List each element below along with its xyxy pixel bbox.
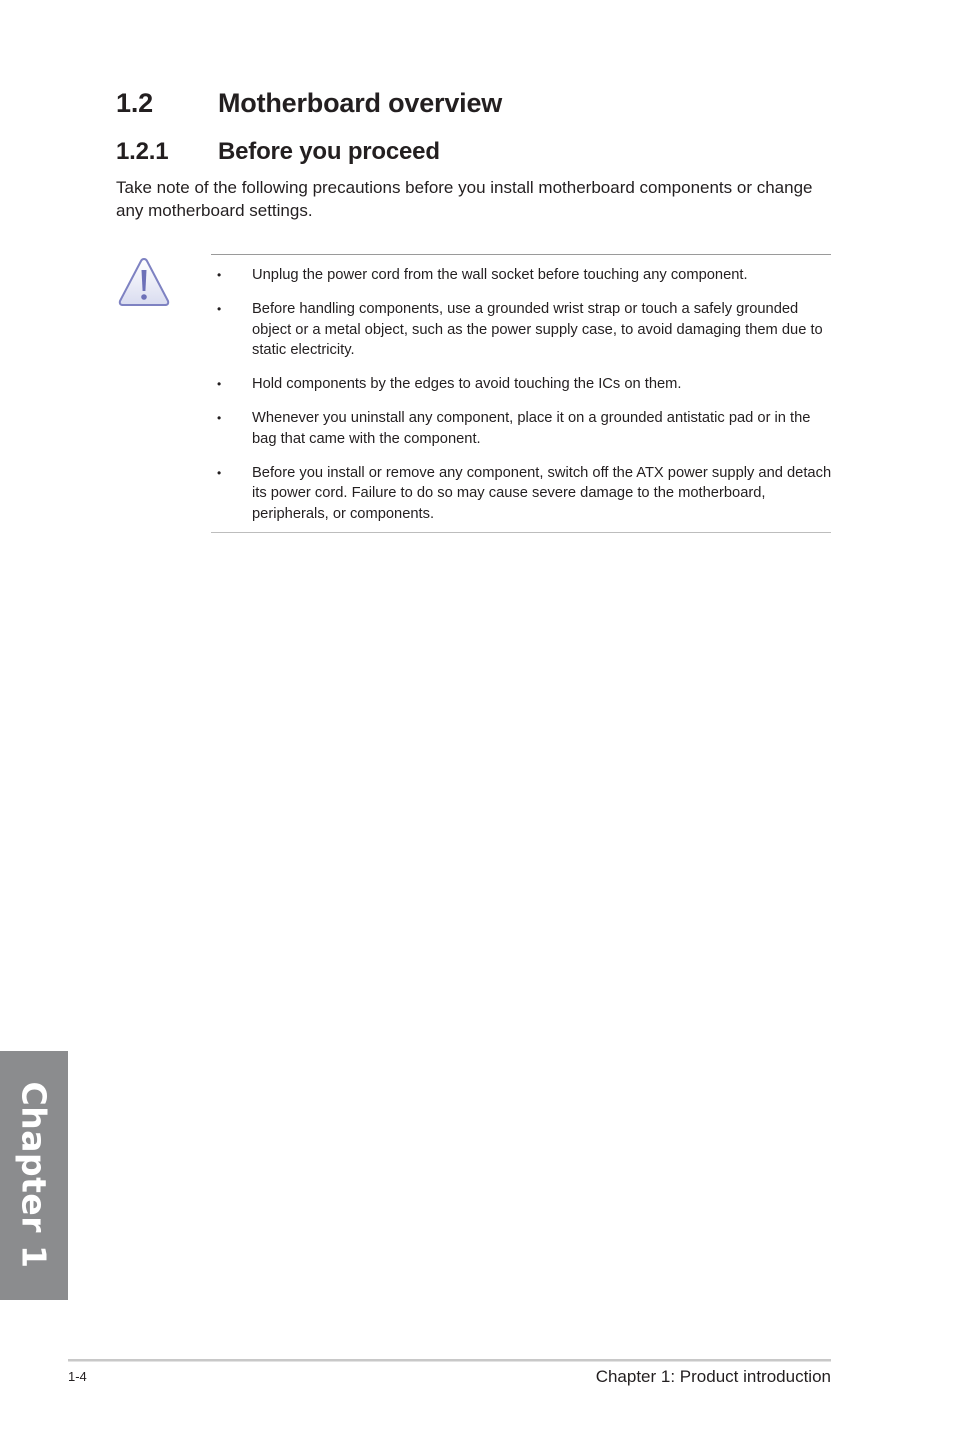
chapter-side-tab	[0, 1051, 68, 1300]
list-item	[211, 265, 833, 286]
list-item	[211, 408, 833, 449]
bullet-icon: •	[217, 377, 222, 391]
page-number: 1-4	[68, 1369, 87, 1384]
intro-paragraph: Take note of the following precautions before you install motherboard components or change any motherboard settings.	[116, 178, 813, 220]
section-heading	[116, 88, 502, 119]
chapter-tab-label: Chapter 1	[14, 1081, 54, 1269]
list-item	[211, 374, 833, 395]
list-item	[211, 463, 833, 525]
footer-chapter-title: Chapter 1: Product introduction	[595, 1367, 831, 1386]
caution-list	[211, 265, 833, 538]
bullet-icon: •	[217, 411, 222, 425]
caution-text: Unplug the power cord from the wall socket before touching any component.	[252, 267, 748, 283]
list-item	[211, 299, 833, 361]
caution-text: Hold components by the edges to avoid touching the ICs on them.	[252, 376, 682, 392]
section-number: 1.2	[116, 88, 153, 118]
bullet-icon: •	[217, 465, 222, 480]
caution-text: Before you install or remove any component, switch off the ATX power supply and detach its power cord. Failure to do so may cause severe damage to the motherboard, peripherals, or components.	[252, 464, 832, 522]
caution-text: Whenever you uninstall any component, place it on a grounded antistatic pad or in the bag that came with the component.	[252, 410, 811, 447]
footer-divider	[68, 1359, 831, 1362]
section-title: Motherboard overview	[218, 88, 503, 118]
caution-box	[211, 254, 831, 533]
bullet-icon: •	[217, 268, 222, 282]
bullet-icon: •	[217, 302, 222, 316]
warning-triangle-icon	[117, 256, 171, 308]
caution-text: Before handling components, use a grounded wrist strap or touch a safely grounded object or a metal object, such as the power supply case, to avoid damaging them due to static electricity.	[252, 301, 823, 358]
subsection-number: 1.2.1	[116, 138, 169, 165]
subsection-heading	[116, 138, 440, 166]
subsection-title: Before you proceed	[218, 138, 440, 165]
